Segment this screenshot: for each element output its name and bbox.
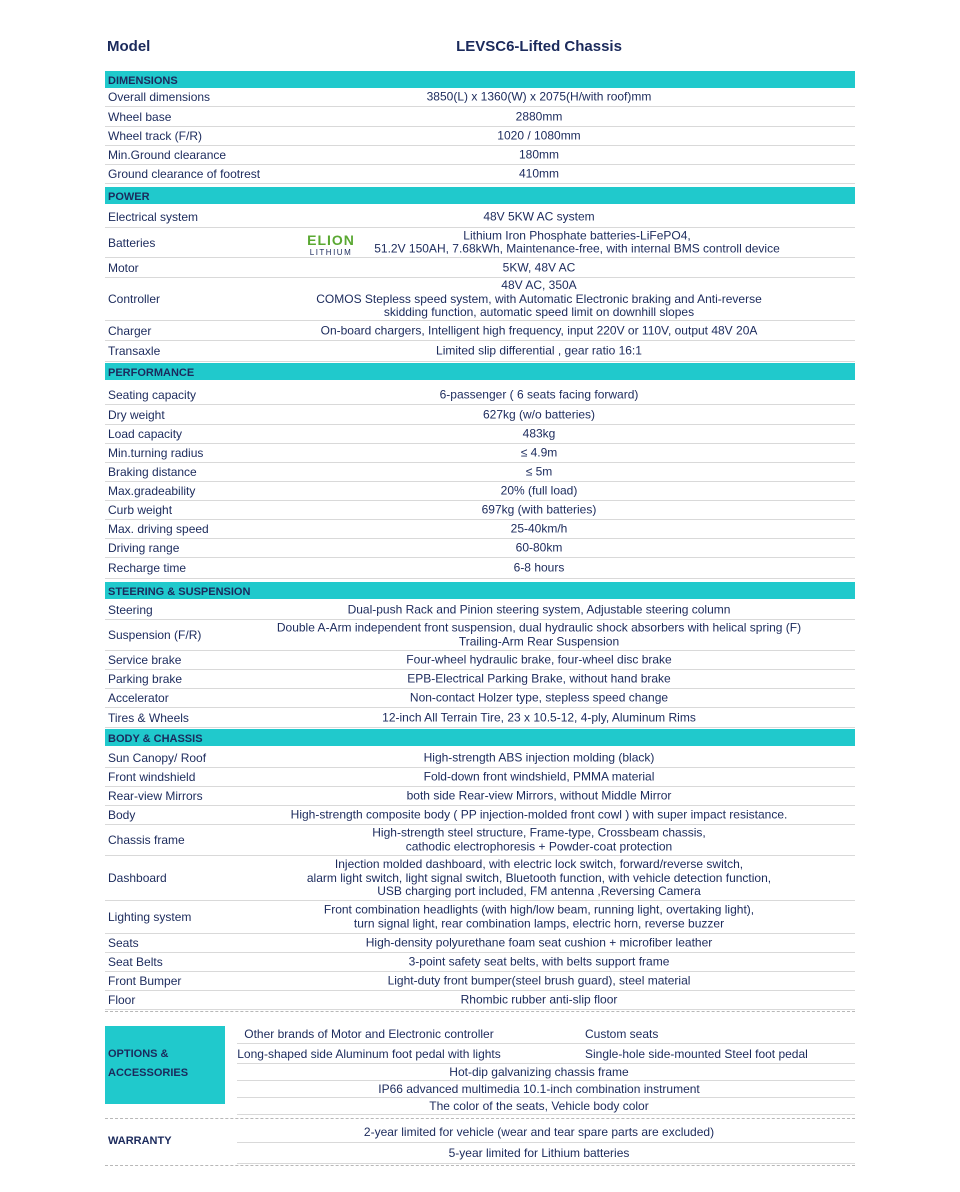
elion-lithium-logo — [301, 232, 361, 258]
section-header-steering: STEERING & SUSPENSION — [105, 582, 855, 599]
row-value: 48V AC, 350A COMOS Stepless speed system, with Automatic Electronic braking and Anti-reverse skidding function, automatic speed limit on downhill slopes — [316, 277, 762, 319]
row-label: Max. driving speed — [108, 521, 209, 536]
spec-row — [105, 341, 855, 362]
spec-row — [105, 385, 855, 405]
separator — [105, 1118, 855, 1119]
option-item: Hot-dip galvanizing chassis frame — [449, 1065, 629, 1079]
spec-row — [105, 424, 855, 444]
spec-row — [105, 651, 855, 670]
spec-row — [105, 127, 855, 146]
spec-row — [105, 670, 855, 689]
warranty-row — [237, 1122, 855, 1143]
warranty-header: WARRANTY — [108, 1135, 172, 1147]
svg-text:LITHIUM: LITHIUM — [309, 248, 353, 257]
spec-row — [105, 500, 855, 520]
row-label: Overall dimensions — [108, 90, 211, 104]
row-label: Min.turning radius — [108, 445, 204, 460]
row-value: 2880mm — [515, 109, 563, 124]
warranty-item: 5-year limited for Lithium batteries — [448, 1146, 630, 1160]
option-item: IP66 advanced multimedia 10.1-inch combination instrument — [378, 1082, 700, 1096]
row-label: Service brake — [108, 653, 182, 667]
row-value: 697kg (with batteries) — [481, 501, 597, 516]
row-label: Driving range — [108, 540, 180, 555]
row-value: High-strength steel structure, Frame-type, Crossbeam chassis, cathodic electrophoresis + Powder-coat protection — [372, 825, 706, 853]
section-header-power: POWER — [105, 187, 855, 204]
row-label: Floor — [108, 993, 136, 1007]
svg-text:ELION: ELION — [307, 232, 355, 248]
separator — [105, 1165, 855, 1166]
option-item: Single-hole side-mounted Steel foot pedal — [585, 1046, 808, 1061]
row-label: Parking brake — [108, 672, 183, 686]
spec-row — [105, 557, 855, 579]
option-item: Other brands of Motor and Electronic controller — [244, 1026, 494, 1041]
spec-row — [105, 953, 855, 972]
spec-row — [105, 405, 855, 425]
spec-row — [105, 443, 855, 463]
row-value: 25-40km/h — [510, 520, 568, 535]
spec-row — [105, 972, 855, 991]
row-value: 6-8 hours — [513, 559, 565, 574]
option-row — [237, 1064, 855, 1081]
row-value: 6-passenger ( 6 seats facing forward) — [439, 386, 639, 401]
row-label: Suspension (F/R) — [108, 628, 202, 642]
row-value: 3850(L) x 1360(W) x 2075(H/with roof)mm — [426, 89, 652, 104]
row-label: Ground clearance of footrest — [108, 167, 261, 181]
spec-row — [105, 481, 855, 501]
row-value: 60-80km — [515, 539, 563, 554]
row-label: Braking distance — [108, 464, 197, 479]
row-value: 1020 / 1080mm — [497, 128, 581, 143]
row-value: Lithium Iron Phosphate batteries-LiFePO4, 51.2V 150AH, 7.68kWh, Maintenance-free, with internal BMS controll device — [374, 228, 780, 256]
row-label: Controller — [108, 292, 161, 306]
row-value: High-strength composite body ( PP injection-molded front cowl ) with super impact resistance. — [290, 807, 788, 822]
row-label: Charger — [108, 323, 152, 338]
row-label: Tires & Wheels — [108, 710, 189, 725]
row-value: Front combination headlights (with high/low beam, running light, overtaking light), turn signal light, rear combination lamps, electric horn, reverse buzzer — [323, 902, 755, 930]
spec-row — [105, 519, 855, 539]
row-label: Electrical system — [108, 209, 199, 224]
spec-row — [105, 146, 855, 165]
spec-row — [105, 806, 855, 825]
spec-row — [105, 538, 855, 558]
options-accessories-header: OPTIONS & ACCESSORIES — [105, 1026, 225, 1104]
row-label: Lighting system — [108, 910, 192, 924]
spec-row — [105, 88, 855, 107]
row-value: 48V 5KW AC system — [483, 208, 595, 223]
row-label: Recharge time — [108, 560, 187, 575]
row-label: Transaxle — [108, 344, 161, 358]
spec-row — [105, 748, 855, 768]
row-label: Accelerator — [108, 691, 169, 705]
row-value: 410mm — [518, 166, 559, 181]
model-header — [105, 38, 855, 60]
row-value: Rhombic rubber anti-slip floor — [460, 992, 618, 1007]
row-label: Seat Belts — [108, 955, 163, 969]
separator — [105, 1011, 855, 1012]
row-label: Wheel base — [108, 110, 172, 124]
model-name: LEVSC6-Lifted Chassis — [456, 38, 622, 55]
row-label: Front windshield — [108, 770, 196, 784]
row-label: Steering — [108, 602, 153, 617]
warranty-row — [237, 1143, 855, 1164]
row-label: Sun Canopy/ Roof — [108, 750, 207, 765]
row-label: Body — [108, 808, 136, 822]
section-header-dimensions: DIMENSIONS — [105, 71, 855, 88]
spec-row — [105, 462, 855, 482]
row-value: Double A-Arm independent front suspension, dual hydraulic shock absorbers with helical spring (F) Trailing-Arm Rear Suspension — [276, 620, 802, 648]
row-label: Motor — [108, 260, 139, 275]
option-row — [237, 1044, 855, 1064]
option-row — [237, 1081, 855, 1098]
row-label: Seats — [108, 936, 139, 950]
row-label: Chassis frame — [108, 833, 185, 847]
model-label: Model — [107, 38, 151, 55]
row-value: Fold-down front windshield, PMMA material — [423, 769, 655, 784]
row-value: 3-point safety seat belts, with belts support frame — [408, 954, 670, 969]
row-value: ≤ 4.9m — [520, 444, 558, 459]
row-value: High-density polyurethane foam seat cushion + microfiber leather — [365, 935, 713, 950]
spec-row — [105, 206, 855, 228]
spec-row — [105, 278, 855, 321]
row-value: Injection molded dashboard, with electric lock switch, forward/reverse switch, alarm light switch, light signal switch, Bluetooth function, with vehicle detection function, USB charging port included, FM antenna ,Reversing Camera — [306, 856, 772, 898]
row-value: both side Rear-view Mirrors, without Middle Mirror — [406, 788, 672, 803]
option-row — [237, 1024, 855, 1044]
spec-row — [105, 600, 855, 620]
spec-row — [105, 856, 855, 901]
option-row — [237, 1098, 855, 1115]
spec-row — [105, 934, 855, 953]
spec-row — [105, 901, 855, 934]
section-header-performance: PERFORMANCE — [105, 363, 855, 380]
row-label: Rear-view Mirrors — [108, 789, 203, 803]
row-label: Wheel track (F/R) — [108, 129, 203, 143]
option-item: Custom seats — [585, 1026, 659, 1041]
warranty-item: 2-year limited for vehicle (wear and tear spare parts are excluded) — [363, 1125, 715, 1139]
spec-row — [105, 258, 855, 278]
spec-row — [105, 228, 855, 258]
row-label: Load capacity — [108, 426, 183, 441]
row-value: Non-contact Holzer type, stepless speed change — [409, 690, 669, 705]
row-label: Dashboard — [108, 871, 167, 885]
row-value: EPB-Electrical Parking Brake, without hand brake — [407, 671, 671, 686]
spec-row — [105, 991, 855, 1010]
spec-row — [105, 825, 855, 856]
row-value: High-strength ABS injection molding (black) — [423, 749, 655, 764]
row-value: Four-wheel hydraulic brake, four-wheel disc brake — [406, 652, 672, 667]
row-label: Front Bumper — [108, 974, 182, 988]
row-value: 627kg (w/o batteries) — [482, 406, 596, 421]
row-label: Min.Ground clearance — [108, 148, 227, 162]
row-label: Max.gradeability — [108, 483, 196, 498]
row-label: Batteries — [108, 235, 156, 250]
spec-row — [105, 108, 855, 127]
row-label: Dry weight — [108, 407, 165, 422]
row-value: Limited slip differential , gear ratio 16:1 — [436, 343, 642, 358]
row-value: 20% (full load) — [500, 482, 578, 497]
row-value: Light-duty front bumper(steel brush guard), steel material — [387, 973, 691, 988]
row-value: 5KW, 48V AC — [502, 259, 576, 274]
row-value: On-board chargers, Intelligent high frequency, input 220V or 110V, output 48V 20A — [320, 322, 758, 337]
row-value: 12-inch All Terrain Tire, 23 x 10.5-12, 4-ply, Aluminum Rims — [382, 709, 696, 724]
spec-row — [105, 787, 855, 806]
row-value: Dual-push Rack and Pinion steering system, Adjustable steering column — [347, 601, 731, 616]
row-value: 180mm — [518, 147, 559, 162]
spec-row — [105, 321, 855, 341]
option-item: Long-shaped side Aluminum foot pedal with lights — [237, 1046, 501, 1061]
option-item: The color of the seats, Vehicle body color — [429, 1099, 649, 1113]
row-label: Seating capacity — [108, 387, 197, 402]
row-value: 483kg — [522, 425, 556, 440]
row-value: ≤ 5m — [525, 463, 553, 478]
spec-row — [105, 768, 855, 787]
spec-row — [105, 620, 855, 651]
spec-row — [105, 708, 855, 728]
spec-row — [105, 165, 855, 184]
spec-row — [105, 689, 855, 708]
row-label: Curb weight — [108, 502, 173, 517]
section-header-body: BODY & CHASSIS — [105, 729, 855, 746]
